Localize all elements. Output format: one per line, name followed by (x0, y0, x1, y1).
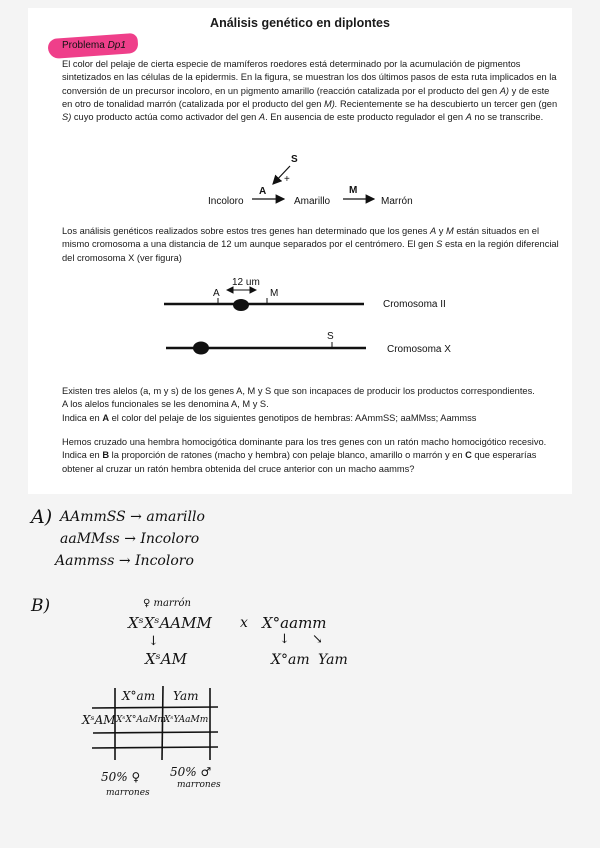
problem-badge: Problema Dp1 (62, 40, 126, 51)
locus-a-label: A (213, 288, 220, 299)
answer-a-label: A) (31, 506, 53, 528)
grid-line-bottom (92, 747, 218, 748)
grid-cell-1: XˢX°AaMm (116, 715, 166, 725)
female-genotype: XˢXˢAAMM (128, 614, 212, 632)
answer-a-row-1: AAmmSS → amarillo (60, 509, 205, 525)
result-left-sub: marrones (106, 788, 150, 798)
grid-col-header-1: X°am (122, 689, 156, 703)
intro-paragraph: El color del pelaje de cierta especie de mamíferos roedores está determinado por la acumulación de pigmentos sintetizados en las células de la epidermis. En la figura, se muestran los dos últimos pasos de esta ruta implicados en la conversión de un precursor incoloro, en un pigmento amarillo (reacción catalizada por el producto del gen A) y de este en otro de tonalidad marrón (catalizada por el producto del gen M). Recientemente se ha descubierto un tercer gen (gen S) cuyo producto actúa como activador del gen A. En ausencia de este producto regulador el gen A no se transcribe. (62, 59, 558, 123)
male-arrow-left: ↓ (279, 632, 290, 647)
male-genotype: X°aamm (262, 614, 327, 632)
pathway-amarillo: Amarillo (294, 196, 331, 207)
pathway-incoloro: Incoloro (208, 196, 244, 207)
chromosome-ii-label: Cromosoma II (383, 299, 446, 310)
pathway-m-label: M (349, 185, 358, 196)
result-right-sub: marrones (177, 780, 221, 790)
cross-paragraph: Hemos cruzado una hembra homocigótica dominante para los tres genes con un ratón macho homocigótico recesivo. Indica en B la proporción de ratones (macho y hembra) con pelaje blanco, amarillo o marrón y en C que esperarías obtener al cruzar un ratón hembra obtenida del cruce anterior con un macho aamms? (62, 437, 547, 474)
male-arrow-right: ↘ (312, 632, 323, 647)
female-arrow: ↓ (148, 634, 159, 649)
answer-a-row-2: aaMMss → Incoloro (60, 531, 200, 547)
linkage-paragraph: Los análisis genéticos realizados sobre estos tres genes han determinado que los genes A y M están situados en el mismo cromosoma a una distancia de 12 um aunque separados por el centrómero. El gen S esta en la región diferencial del cromosoma X (ver figura) (62, 226, 559, 263)
pathway-s-label: S (291, 154, 298, 165)
female-gamete: XˢAM (145, 650, 187, 668)
pathway-marron: Marrón (381, 196, 413, 207)
grid-line-middle (93, 732, 218, 733)
pathway-plus: + (284, 174, 290, 185)
grid-col-header-2: Yam (173, 689, 199, 703)
page-title: Análisis genético en diplontes (210, 16, 390, 30)
cross-symbol: x (240, 615, 248, 631)
pathway-a-label: A (259, 186, 267, 197)
grid-line-top (92, 707, 218, 708)
grid-row-header-1: XˢAM (82, 713, 116, 727)
male-gamete-2: Yam (318, 652, 348, 668)
grid-cell-2: XˢYAaMm (164, 715, 209, 725)
male-gamete-1: X°am (271, 652, 310, 668)
locus-s-label: S (327, 331, 334, 342)
result-right: 50% ♂ (170, 765, 212, 779)
chromosome-x-label: Cromosoma X (387, 344, 451, 355)
alleles-paragraph: Existen tres alelos (a, m y s) de los genes A, M y S que son incapaces de producir los productos correspondientes. A los alelos funcionales se les denomina A, M y S. Indica en A el color del pelaje de los siguientes genotipos de hembras: AAmmSS; aaMMss; Aammss (62, 386, 535, 423)
answer-b-label: B) (31, 596, 51, 616)
answer-a-row-3: Aammss → Incoloro (55, 553, 194, 569)
result-left: 50% ♀ (101, 770, 141, 784)
female-note: ♀ marrón (143, 598, 191, 609)
distance-label: 12 um (232, 277, 260, 288)
locus-m-label: M (270, 288, 279, 299)
